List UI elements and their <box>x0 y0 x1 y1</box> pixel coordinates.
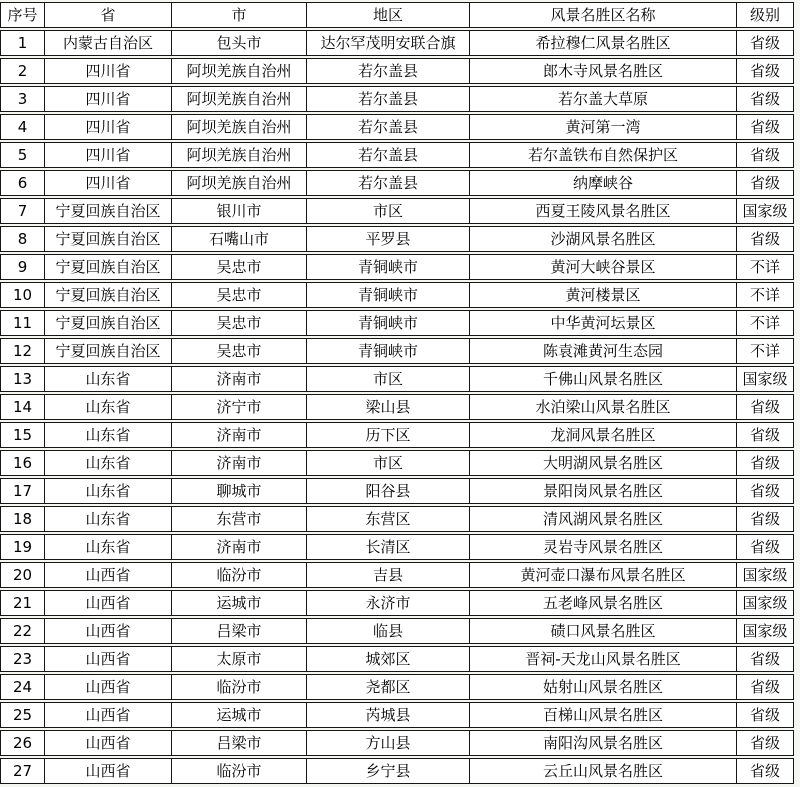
table-row <box>0 58 794 84</box>
cell-city: 阿坝羌族自治州 <box>172 115 307 139</box>
cell-name: 纳摩峡谷 <box>470 171 737 195</box>
cell-name: 五老峰风景名胜区 <box>470 591 737 615</box>
cell-index: 5 <box>1 143 45 167</box>
cell-city: 临汾市 <box>172 675 307 699</box>
cell-province: 山西省 <box>45 703 172 727</box>
cell-level: 省级 <box>749 33 780 52</box>
cell-name: 黄河楼景区 <box>470 283 737 307</box>
column-header-city: 市 <box>172 3 307 27</box>
cell-city: 东营市 <box>172 507 307 531</box>
cell-city: 临汾市 <box>172 759 307 783</box>
cell-province: 山东省 <box>45 479 172 503</box>
cell-index: 6 <box>1 171 45 195</box>
cell-level: 省级 <box>749 733 780 752</box>
cell-level: 省级 <box>749 425 780 444</box>
cell-city: 吕梁市 <box>172 731 307 755</box>
table-row <box>0 674 794 700</box>
cell-city: 阿坝羌族自治州 <box>172 87 307 111</box>
table-row <box>0 338 794 364</box>
cell-name: 晋祠-天龙山风景名胜区 <box>470 647 737 671</box>
cell-level: 省级 <box>749 705 780 724</box>
cell-level: 国家级 <box>742 621 788 640</box>
table-row <box>0 590 794 616</box>
table-row <box>0 366 794 392</box>
cell-city: 吴忠市 <box>172 339 307 363</box>
cell-district: 尧都区 <box>307 675 470 699</box>
cell-level: 不详 <box>749 341 780 360</box>
cell-level: 省级 <box>749 481 780 500</box>
table-row <box>0 758 794 784</box>
cell-province: 宁夏回族自治区 <box>45 283 172 307</box>
cell-city: 济南市 <box>172 367 307 391</box>
cell-city: 聊城市 <box>172 479 307 503</box>
cell-district: 阳谷县 <box>307 479 470 503</box>
table-row <box>0 142 794 168</box>
table-row <box>0 646 794 672</box>
cell-name: 景阳岗风景名胜区 <box>470 479 737 503</box>
cell-name: 大明湖风景名胜区 <box>470 451 737 475</box>
cell-province: 山西省 <box>45 731 172 755</box>
cell-province: 四川省 <box>45 143 172 167</box>
cell-index: 25 <box>1 703 45 727</box>
cell-level: 省级 <box>749 649 780 668</box>
cell-province: 山西省 <box>45 619 172 643</box>
cell-province: 山西省 <box>45 675 172 699</box>
cell-index: 27 <box>1 759 45 783</box>
cell-level: 省级 <box>749 61 780 80</box>
cell-city: 阿坝羌族自治州 <box>172 171 307 195</box>
cell-name: 南阳沟风景名胜区 <box>470 731 737 755</box>
cell-district: 若尔盖县 <box>307 115 470 139</box>
table-body <box>0 30 800 784</box>
cell-district: 临县 <box>307 619 470 643</box>
cell-name: 灵岩寺风景名胜区 <box>470 535 737 559</box>
cell-level: 不详 <box>749 285 780 304</box>
cell-city: 运城市 <box>172 703 307 727</box>
cell-city: 包头市 <box>172 31 307 55</box>
cell-district: 城郊区 <box>307 647 470 671</box>
cell-name: 陈袁滩黄河生态园 <box>470 339 737 363</box>
table-row <box>0 254 794 280</box>
cell-city: 吴忠市 <box>172 255 307 279</box>
cell-level: 省级 <box>749 229 780 248</box>
cell-index: 3 <box>1 87 45 111</box>
cell-name: 郎木寺风景名胜区 <box>470 59 737 83</box>
cell-city: 济宁市 <box>172 395 307 419</box>
cell-province: 山西省 <box>45 647 172 671</box>
cell-level: 省级 <box>749 677 780 696</box>
cell-level: 国家级 <box>742 201 788 220</box>
table-row <box>0 506 794 532</box>
table-header-row <box>0 2 794 28</box>
cell-district: 若尔盖县 <box>307 143 470 167</box>
cell-level: 省级 <box>749 761 780 780</box>
cell-province: 四川省 <box>45 171 172 195</box>
cell-level: 国家级 <box>742 565 788 584</box>
cell-province: 内蒙古自治区 <box>45 31 172 55</box>
cell-name: 黄河大峡谷景区 <box>470 255 737 279</box>
cell-city: 吴忠市 <box>172 283 307 307</box>
cell-name: 若尔盖大草原 <box>470 87 737 111</box>
cell-district: 市区 <box>307 199 470 223</box>
cell-index: 7 <box>1 199 45 223</box>
cell-name: 黄河壶口瀑布风景名胜区 <box>470 563 737 587</box>
cell-city: 阿坝羌族自治州 <box>172 59 307 83</box>
table-row <box>0 198 794 224</box>
cell-province: 山西省 <box>45 759 172 783</box>
cell-province: 山东省 <box>45 451 172 475</box>
cell-province: 山西省 <box>45 563 172 587</box>
cell-city: 石嘴山市 <box>172 227 307 251</box>
table-row <box>0 282 794 308</box>
cell-index: 1 <box>1 31 45 55</box>
cell-level: 不详 <box>749 313 780 332</box>
cell-city: 济南市 <box>172 423 307 447</box>
table-row <box>0 562 794 588</box>
cell-index: 9 <box>1 255 45 279</box>
cell-name: 千佛山风景名胜区 <box>470 367 737 391</box>
table-row <box>0 618 794 644</box>
cell-level: 省级 <box>749 89 780 108</box>
cell-name: 龙洞风景名胜区 <box>470 423 737 447</box>
cell-district: 市区 <box>307 451 470 475</box>
table-row <box>0 30 794 56</box>
cell-province: 四川省 <box>45 115 172 139</box>
cell-province: 山东省 <box>45 535 172 559</box>
cell-city: 吴忠市 <box>172 311 307 335</box>
cell-name: 若尔盖铁布自然保护区 <box>470 143 737 167</box>
cell-level: 省级 <box>749 537 780 556</box>
cell-index: 12 <box>1 339 45 363</box>
cell-name: 姑射山风景名胜区 <box>470 675 737 699</box>
cell-name: 水泊梁山风景名胜区 <box>470 395 737 419</box>
cell-province: 宁夏回族自治区 <box>45 255 172 279</box>
cell-name: 清风湖风景名胜区 <box>470 507 737 531</box>
cell-city: 阿坝羌族自治州 <box>172 143 307 167</box>
cell-index: 17 <box>1 479 45 503</box>
cell-level: 省级 <box>749 173 780 192</box>
cell-district: 青铜峡市 <box>307 339 470 363</box>
cell-level: 国家级 <box>742 369 788 388</box>
cell-district: 平罗县 <box>307 227 470 251</box>
cell-index: 19 <box>1 535 45 559</box>
cell-city: 太原市 <box>172 647 307 671</box>
cell-city: 吕梁市 <box>172 619 307 643</box>
cell-name: 云丘山风景名胜区 <box>470 759 737 783</box>
cell-name: 百梯山风景名胜区 <box>470 703 737 727</box>
cell-index: 21 <box>1 591 45 615</box>
cell-province: 宁夏回族自治区 <box>45 311 172 335</box>
cell-province: 山东省 <box>45 423 172 447</box>
cell-index: 14 <box>1 395 45 419</box>
cell-index: 8 <box>1 227 45 251</box>
cell-district: 若尔盖县 <box>307 59 470 83</box>
table-row <box>0 226 794 252</box>
table-row <box>0 310 794 336</box>
cell-level: 省级 <box>749 117 780 136</box>
cell-province: 山西省 <box>45 591 172 615</box>
cell-province: 山东省 <box>45 507 172 531</box>
cell-city: 济南市 <box>172 535 307 559</box>
cell-district: 达尔罕茂明安联合旗 <box>307 31 470 55</box>
cell-index: 2 <box>1 59 45 83</box>
cell-district: 青铜峡市 <box>307 311 470 335</box>
column-header-province: 省 <box>45 3 172 27</box>
cell-city: 运城市 <box>172 591 307 615</box>
cell-province: 宁夏回族自治区 <box>45 199 172 223</box>
cell-district: 若尔盖县 <box>307 87 470 111</box>
cell-name: 希拉穆仁风景名胜区 <box>470 31 737 55</box>
cell-name: 碛口风景名胜区 <box>470 619 737 643</box>
cell-district: 历下区 <box>307 423 470 447</box>
cell-district: 芮城县 <box>307 703 470 727</box>
cell-district: 长清区 <box>307 535 470 559</box>
cell-district: 梁山县 <box>307 395 470 419</box>
column-header-level: 级别 <box>749 5 780 24</box>
column-header-index: 序号 <box>1 3 45 27</box>
column-header-district: 地区 <box>307 3 470 27</box>
cell-name: 沙湖风景名胜区 <box>470 227 737 251</box>
cell-level: 省级 <box>749 145 780 164</box>
cell-city: 济南市 <box>172 451 307 475</box>
cell-level: 不详 <box>749 257 780 276</box>
cell-district: 若尔盖县 <box>307 171 470 195</box>
cell-level: 省级 <box>749 397 780 416</box>
cell-index: 18 <box>1 507 45 531</box>
cell-city: 银川市 <box>172 199 307 223</box>
cell-district: 东营区 <box>307 507 470 531</box>
cell-index: 22 <box>1 619 45 643</box>
cell-province: 山东省 <box>45 395 172 419</box>
cell-index: 13 <box>1 367 45 391</box>
cell-level: 省级 <box>749 509 780 528</box>
cell-index: 26 <box>1 731 45 755</box>
table-row <box>0 450 794 476</box>
cell-province: 四川省 <box>45 87 172 111</box>
cell-index: 4 <box>1 115 45 139</box>
table-row <box>0 114 794 140</box>
cell-index: 15 <box>1 423 45 447</box>
cell-province: 山东省 <box>45 367 172 391</box>
table-row <box>0 86 794 112</box>
cell-district: 市区 <box>307 367 470 391</box>
cell-city: 临汾市 <box>172 563 307 587</box>
table-row <box>0 730 794 756</box>
table-row <box>0 422 794 448</box>
cell-name: 西夏王陵风景名胜区 <box>470 199 737 223</box>
table-row <box>0 394 794 420</box>
cell-index: 10 <box>1 283 45 307</box>
cell-index: 16 <box>1 451 45 475</box>
table-row <box>0 534 794 560</box>
cell-district: 方山县 <box>307 731 470 755</box>
cell-index: 23 <box>1 647 45 671</box>
cell-level: 国家级 <box>742 593 788 612</box>
cell-province: 宁夏回族自治区 <box>45 339 172 363</box>
cell-district: 永济市 <box>307 591 470 615</box>
cell-name: 中华黄河坛景区 <box>470 311 737 335</box>
table-row <box>0 170 794 196</box>
cell-district: 青铜峡市 <box>307 255 470 279</box>
cell-district: 乡宁县 <box>307 759 470 783</box>
cell-district: 吉县 <box>307 563 470 587</box>
cell-index: 11 <box>1 311 45 335</box>
column-header-name: 风景名胜区名称 <box>470 3 737 27</box>
table-row <box>0 478 794 504</box>
cell-province: 四川省 <box>45 59 172 83</box>
cell-index: 24 <box>1 675 45 699</box>
cell-level: 省级 <box>749 453 780 472</box>
cell-district: 青铜峡市 <box>307 283 470 307</box>
table-row <box>0 702 794 728</box>
cell-province: 宁夏回族自治区 <box>45 227 172 251</box>
cell-name: 黄河第一湾 <box>470 115 737 139</box>
cell-index: 20 <box>1 563 45 587</box>
